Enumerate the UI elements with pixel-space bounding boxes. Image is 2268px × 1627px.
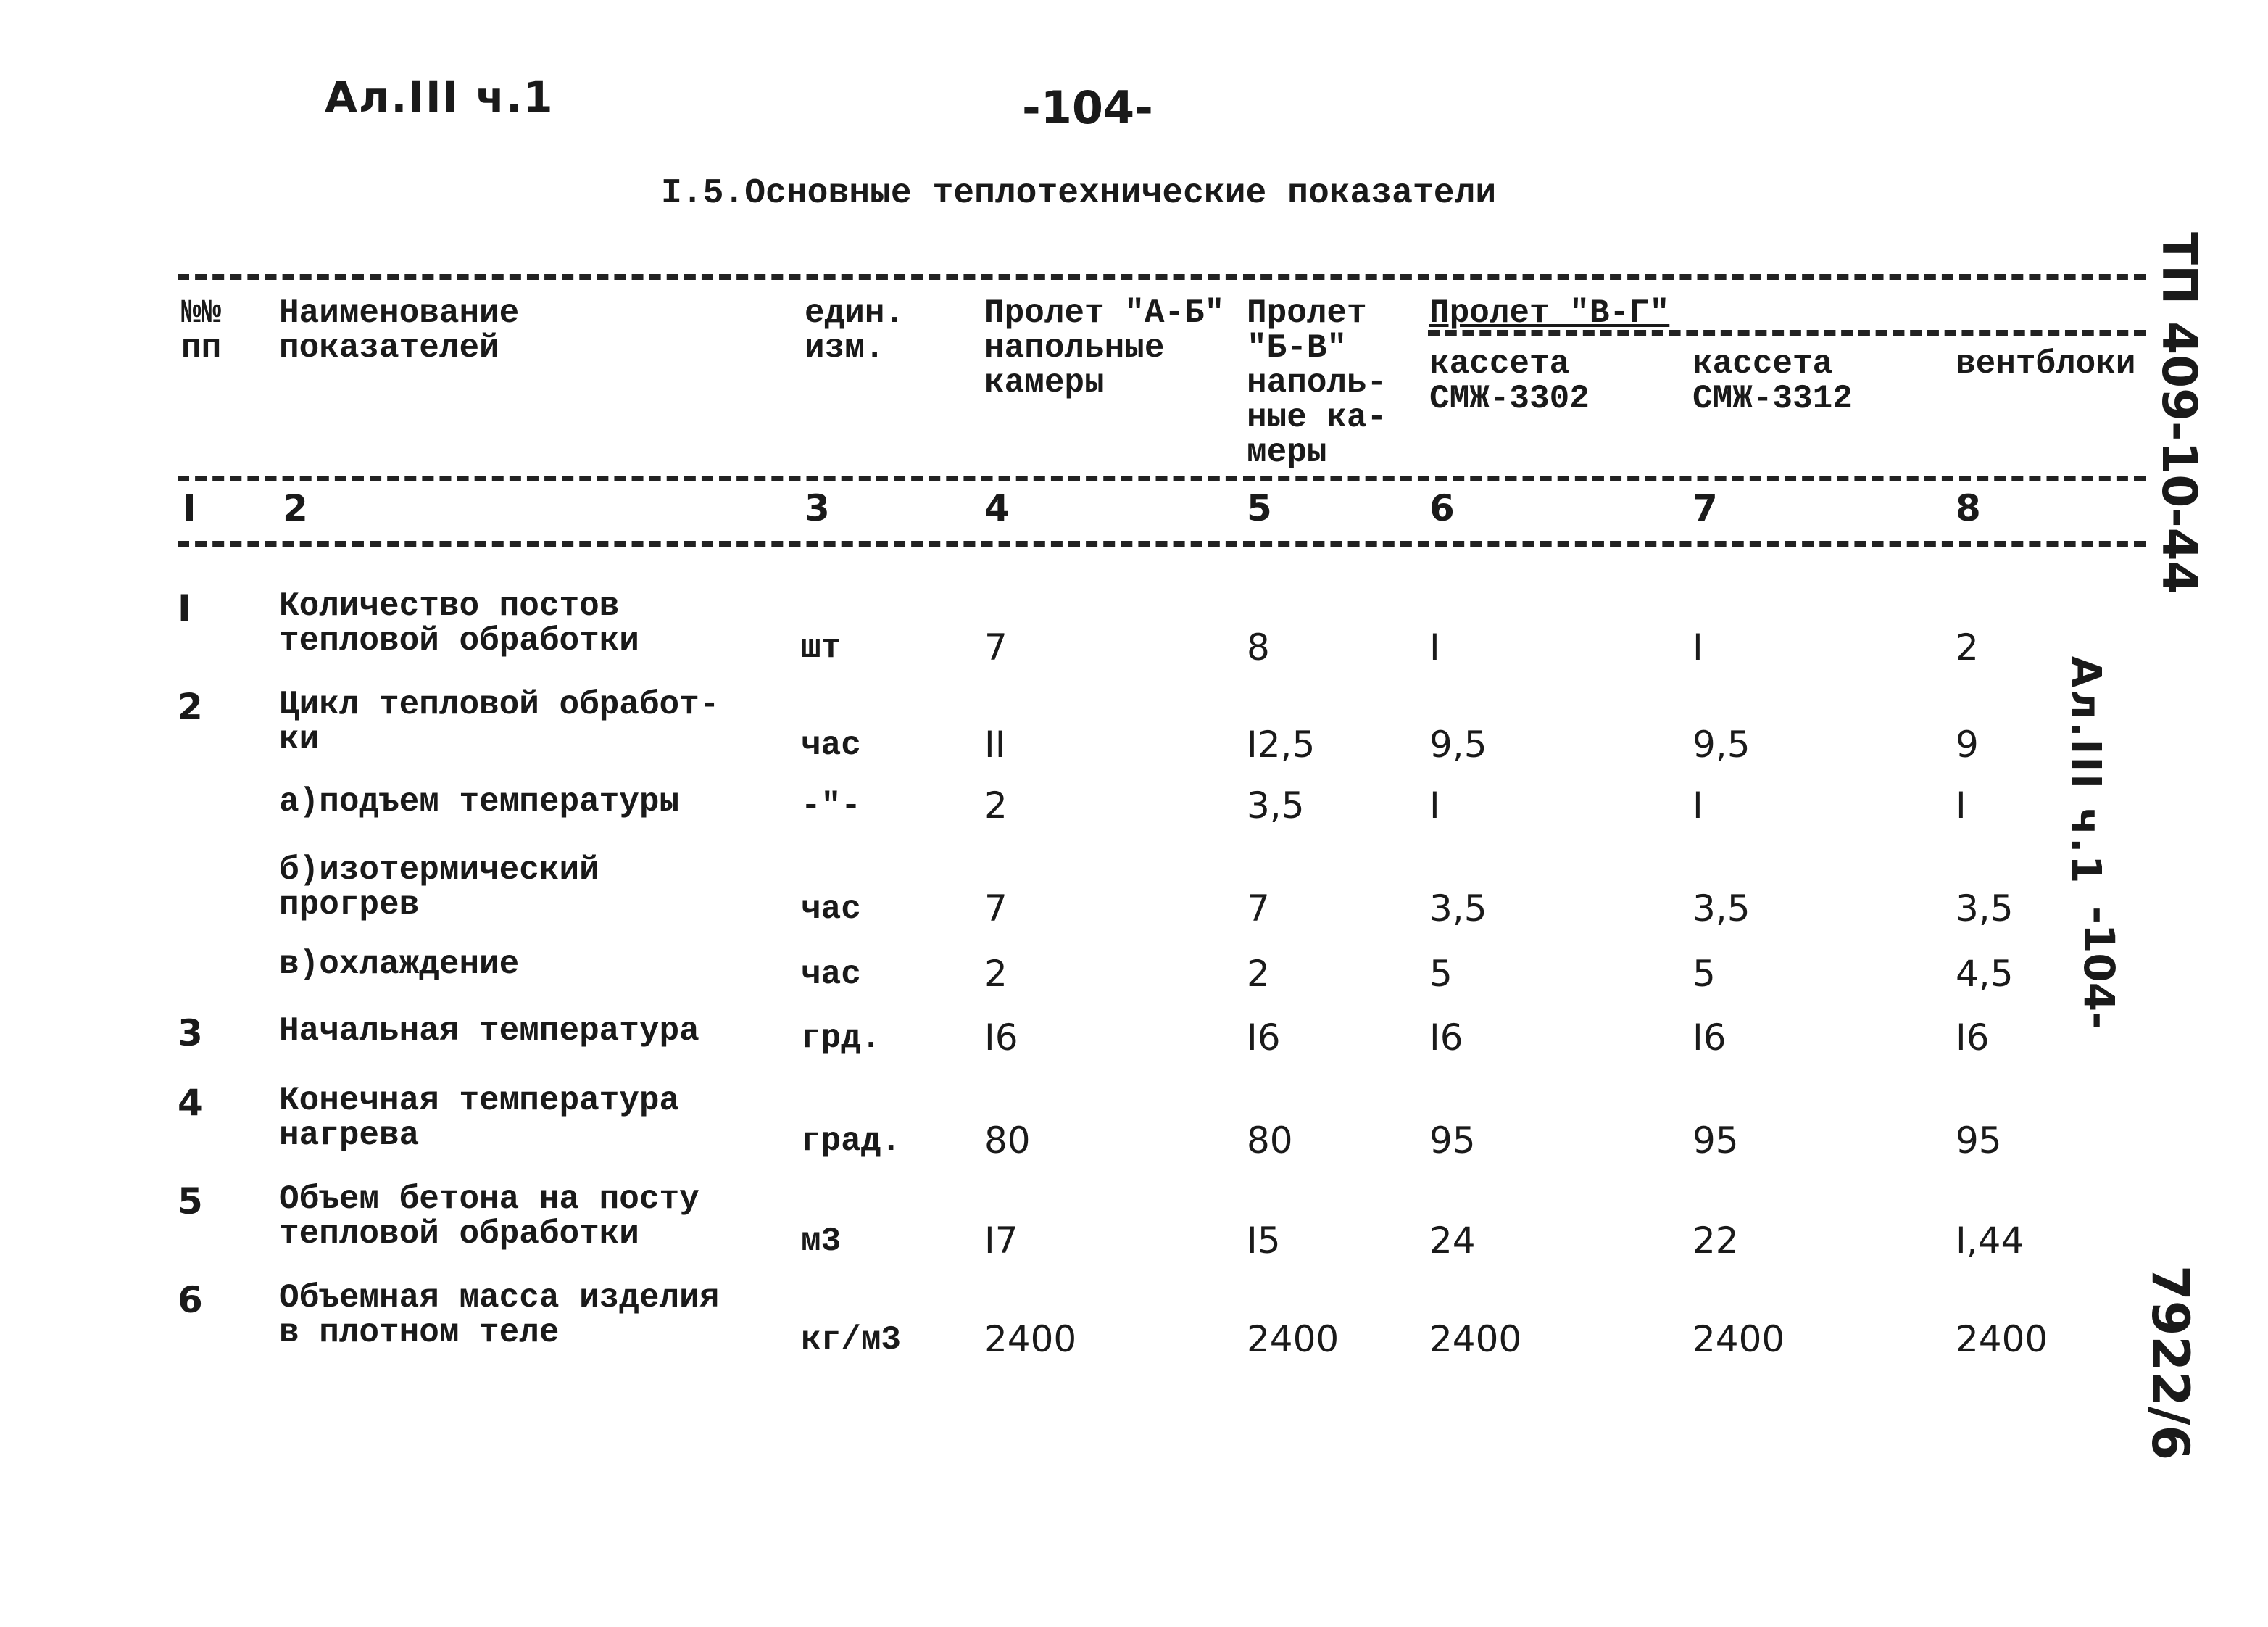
table-cell-v5: I5 xyxy=(1247,1220,1281,1262)
table-rule-numbers xyxy=(178,541,2146,547)
table-cell-v5: I6 xyxy=(1247,1017,1281,1059)
table-header-name: Наименование показателей xyxy=(279,294,520,367)
row-name: Конечная температура нагрева xyxy=(279,1082,680,1154)
row-unit: град. xyxy=(801,1122,902,1160)
vertical-archive-code: 7922/6 xyxy=(2140,1265,2200,1461)
table-cell-v8: I6 xyxy=(1956,1017,1990,1059)
table-cell-v7: I6 xyxy=(1692,1017,1727,1059)
table-cell-v8: 2 xyxy=(1956,626,1979,668)
table-cell-v4: I7 xyxy=(984,1220,1018,1262)
row-unit: шт xyxy=(801,629,842,667)
table-cell-v6: I6 xyxy=(1429,1017,1463,1059)
row-unit: грд. xyxy=(801,1019,881,1057)
vertical-sheet-ref: Ал.III ч.1 xyxy=(2062,656,2109,886)
table-cell-v8: 95 xyxy=(1956,1119,2002,1162)
row-name: Объемная масса изделия в плотном теле xyxy=(279,1279,720,1351)
table-cell-v4: 2 xyxy=(984,953,1008,995)
table-cell-v8: 4,5 xyxy=(1956,953,2014,995)
column-number: I xyxy=(183,487,196,529)
table-cell-v5: 7 xyxy=(1247,887,1270,930)
table-cell-v7: I xyxy=(1692,626,1703,668)
row-unit: час xyxy=(801,726,861,764)
table-cell-v7: I xyxy=(1692,784,1703,827)
table-header-cassette-3312: кассета СМЖ-3312 xyxy=(1692,345,1853,418)
row-name: Объем бетона на посту тепловой обработки xyxy=(279,1180,699,1253)
row-unit: -"- xyxy=(801,787,861,825)
table-cell-v7: 3,5 xyxy=(1692,887,1750,930)
row-name: Количество постов тепловой обработки xyxy=(279,587,639,660)
table-cell-v7: 9,5 xyxy=(1692,724,1750,766)
row-unit: час xyxy=(801,956,861,993)
table-cell-v4: 2400 xyxy=(984,1318,1077,1360)
table-cell-v4: 80 xyxy=(984,1119,1031,1162)
table-cell-v8: 3,5 xyxy=(1956,887,2014,930)
column-number: 8 xyxy=(1956,487,1981,529)
table-cell-v4: I6 xyxy=(984,1017,1018,1059)
table-header-span-vg: Пролет "В-Г" xyxy=(1429,294,1670,332)
column-number: 2 xyxy=(283,487,308,529)
sheet-ref: Ал.III ч.1 xyxy=(325,73,554,122)
vertical-doc-number: ТП 409-10-44 xyxy=(2151,232,2207,595)
table-cell-v5: 2400 xyxy=(1247,1318,1339,1360)
table-cell-v6: 95 xyxy=(1429,1119,1476,1162)
row-number: 3 xyxy=(178,1012,203,1054)
row-name: Цикл тепловой обработ- ки xyxy=(279,686,720,758)
table-cell-v5: 2 xyxy=(1247,953,1270,995)
table-cell-v6: 5 xyxy=(1429,953,1453,995)
row-number: 2 xyxy=(178,686,203,728)
row-number: 4 xyxy=(178,1082,203,1124)
table-cell-v6: 24 xyxy=(1429,1220,1476,1262)
table-cell-v4: 7 xyxy=(984,626,1008,668)
row-name: Начальная температура xyxy=(279,1012,699,1050)
table-header-cassette-3302: кассета СМЖ-3302 xyxy=(1429,345,1590,418)
table-rule-top xyxy=(178,274,2146,280)
row-number: 6 xyxy=(178,1279,203,1321)
row-number: 5 xyxy=(178,1180,203,1222)
column-number: 3 xyxy=(805,487,830,529)
table-cell-v4: 2 xyxy=(984,784,1008,827)
row-unit: час xyxy=(801,890,861,928)
row-unit: кг/м3 xyxy=(801,1321,902,1359)
table-cell-v6: I xyxy=(1429,784,1440,827)
table-cell-v5: 80 xyxy=(1247,1119,1293,1162)
table-cell-v6: 2400 xyxy=(1429,1318,1522,1360)
row-name: в)охлаждение xyxy=(279,945,520,983)
column-number: 5 xyxy=(1247,487,1272,529)
table-header-span-bv: Пролет "Б-В" наполь- ные ка- меры xyxy=(1247,294,1387,471)
table-cell-v5: 3,5 xyxy=(1247,784,1305,827)
column-number: 6 xyxy=(1429,487,1455,529)
table-cell-v8: I xyxy=(1956,784,1966,827)
table-cell-v6: I xyxy=(1429,626,1440,668)
table-header-number: №№ пп xyxy=(181,294,222,367)
table-cell-v6: 9,5 xyxy=(1429,724,1487,766)
row-number: I xyxy=(178,587,191,629)
table-cell-v4: 7 xyxy=(984,887,1008,930)
table-cell-v4: II xyxy=(984,724,1006,766)
table-cell-v8: 9 xyxy=(1956,724,1979,766)
table-header-span-ab: Пролет "А-Б" напольные камеры xyxy=(984,294,1225,402)
row-unit: м3 xyxy=(801,1222,842,1260)
table-cell-v5: 8 xyxy=(1247,626,1270,668)
column-number: 4 xyxy=(984,487,1010,529)
row-name: б)изотермический прогрев xyxy=(279,851,599,924)
table-rule-header xyxy=(178,476,2146,481)
table-cell-v8: 2400 xyxy=(1956,1318,2048,1360)
table-cell-v7: 22 xyxy=(1692,1220,1739,1262)
document-title: I.5.Основные теплотехнические показатели xyxy=(661,174,1497,213)
table-header-unit: един. изм. xyxy=(805,294,905,367)
table-cell-v7: 95 xyxy=(1692,1119,1739,1162)
vertical-page-number: -104- xyxy=(2074,906,2124,1030)
table-cell-v5: I2,5 xyxy=(1247,724,1316,766)
table-header-vent-blocks: вентблоки xyxy=(1956,345,2136,383)
row-name: а)подъем температуры xyxy=(279,783,680,821)
column-number: 7 xyxy=(1692,487,1718,529)
table-cell-v7: 2400 xyxy=(1692,1318,1785,1360)
table-cell-v8: I,44 xyxy=(1956,1220,2024,1262)
page-number: -104- xyxy=(1022,81,1153,134)
table-cell-v7: 5 xyxy=(1692,953,1716,995)
table-cell-v6: 3,5 xyxy=(1429,887,1487,930)
